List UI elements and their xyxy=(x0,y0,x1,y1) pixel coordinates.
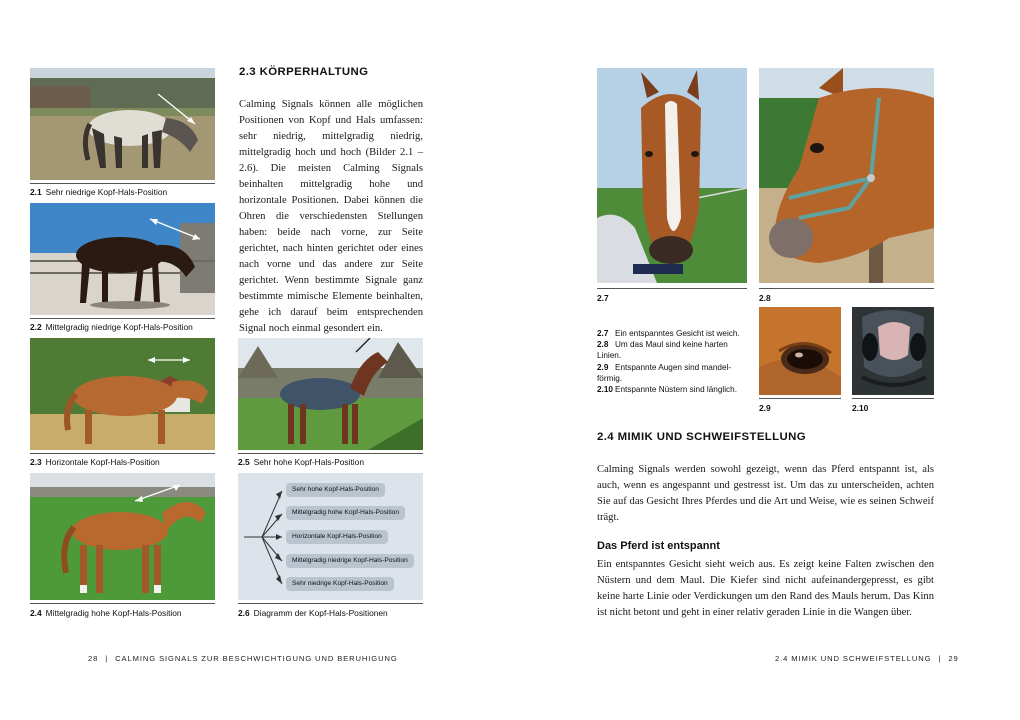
diagram-item: Horizontale Kopf-Hals-Position xyxy=(286,530,388,544)
photo-2-4 xyxy=(30,473,215,600)
caption-2-2: 2.2 Mittelgradig niedrige Kopf-Hals-Position xyxy=(30,322,193,332)
footer-separator: | xyxy=(105,654,109,663)
diagram-item: Mittelgradig niedrige Kopf-Hals-Position xyxy=(286,554,414,568)
photo-2-5 xyxy=(238,338,423,450)
diagram-item: Sehr niedrige Kopf-Hals-Position xyxy=(286,577,394,591)
body-text-relaxed: Ein entspanntes Gesicht sieht weich aus. Es zeigt keine Falten zwischen den Nüstern und dem Maul. Die Kiefer sind nicht aufeinandergepresst, es gibt keine harte Linie oder Verdickungen um den Rand des Mauls herum. Das Kinn ist nicht betont und geht in einer relativ geraden Linie in die Wangen über. xyxy=(597,559,934,618)
caption-2-3: 2.3 Horizontale Kopf-Hals-Position xyxy=(30,457,160,467)
footer-separator: | xyxy=(938,654,942,663)
page-number: 28 xyxy=(88,654,99,663)
caption-rule xyxy=(30,318,215,319)
photo-2-7 xyxy=(597,68,747,283)
legend-item: 2.7 Ein entspanntes Gesicht ist weich. xyxy=(597,329,740,338)
subheading-relaxed: Das Pferd ist entspannt xyxy=(597,540,720,552)
head-neck-diagram xyxy=(238,473,423,600)
diagram-item: Mittelgradig hohe Kopf-Hals-Position xyxy=(286,506,405,520)
photo-2-3 xyxy=(30,338,215,450)
legend-item: 2.9 Entspannte Augen sind mandel- xyxy=(597,362,732,372)
legend-item: 2.10 Entspannte Nüstern sind länglich. xyxy=(597,385,737,395)
intro-text-2-4: Calming Signals werden sowohl gezeigt, wenn das Pferd entspannt ist, als auch, wenn es angespannt und gestresst ist. Um das zu unterscheiden, achten Sie auf das Gesicht Ihres Pferdes und die Art und Weise, wie es seinen Schweif trägt. xyxy=(597,464,934,523)
caption-rule xyxy=(852,398,934,399)
page-number: 29 xyxy=(948,654,959,663)
caption-2-8: 2.8 xyxy=(759,293,771,303)
photo-2-1 xyxy=(30,68,215,180)
footer-left xyxy=(88,654,398,663)
caption-rule xyxy=(30,453,215,454)
section-heading-2-4: 2.4 MIMIK UND SCHWEIFSTELLUNG xyxy=(597,431,807,443)
diagram-item: Sehr hohe Kopf-Hals-Position xyxy=(286,483,385,497)
caption-rule xyxy=(30,603,215,604)
caption-2-5: 2.5 Sehr hohe Kopf-Hals-Position xyxy=(238,457,364,467)
photo-2-9 xyxy=(759,307,841,395)
caption-rule xyxy=(759,288,934,289)
caption-rule xyxy=(30,183,215,184)
body-text-2-3: Calming Signals können alle möglichen Positionen von Kopf und Hals umfassen: sehr niedrig, mittelgradig niedrig, mittelgradig hoch und hoch (Bilder 2.1 – 2.6). Die meisten Calming Signals beinhalten mittelgradig hohe und horizontale Positionen. Dabei können die Ohren die verschiedensten Stellungen haben: beide nach vorne, zur Seite gerichtet, nach hinten gerichtet oder eines nach vorne und das andere zur Seite gerichtet. Wenn bestimmte Signale ganz bestimmte mimische Elemente beinhalten, gehe ich darauf beim entsprechenden Signal noch einmal gesondert ein. xyxy=(239,99,423,334)
caption-rule xyxy=(238,453,423,454)
caption-rule xyxy=(238,603,423,604)
legend-item: 2.8 Um das Maul sind keine harten xyxy=(597,340,728,350)
caption-rule xyxy=(597,288,747,289)
caption-2-6: 2.6 Diagramm der Kopf-Hals-Positionen xyxy=(238,608,388,618)
photo-2-8 xyxy=(759,68,934,283)
caption-2-4: 2.4 Mittelgradig hohe Kopf-Hals-Position xyxy=(30,608,182,618)
caption-2-1: 2.1 Sehr niedrige Kopf-Hals-Position xyxy=(30,187,168,197)
running-title: 2.4 MIMIK UND SCHWEIFSTELLUNG xyxy=(775,654,932,663)
section-heading-2-3: 2.3 KÖRPERHALTUNG xyxy=(239,66,369,78)
caption-2-9: 2.9 xyxy=(759,403,771,413)
caption-2-7: 2.7 xyxy=(597,293,609,303)
photo-2-10 xyxy=(852,307,934,395)
caption-rule xyxy=(759,398,841,399)
footer-right xyxy=(775,654,959,663)
photo-2-2 xyxy=(30,203,215,315)
running-title: CALMING SIGNALS ZUR BESCHWICHTIGUNG UND BERUHIGUNG xyxy=(115,654,398,663)
figure-legend: 2.7 Ein entspanntes Gesicht ist weich. 2.8 Um das Maul sind keine harten Linien. 2.9 Entspannte Augen sind mandel- förmig. 2.10 Entspannte Nüstern sind länglich. xyxy=(597,328,752,395)
caption-2-10: 2.10 xyxy=(852,403,869,413)
